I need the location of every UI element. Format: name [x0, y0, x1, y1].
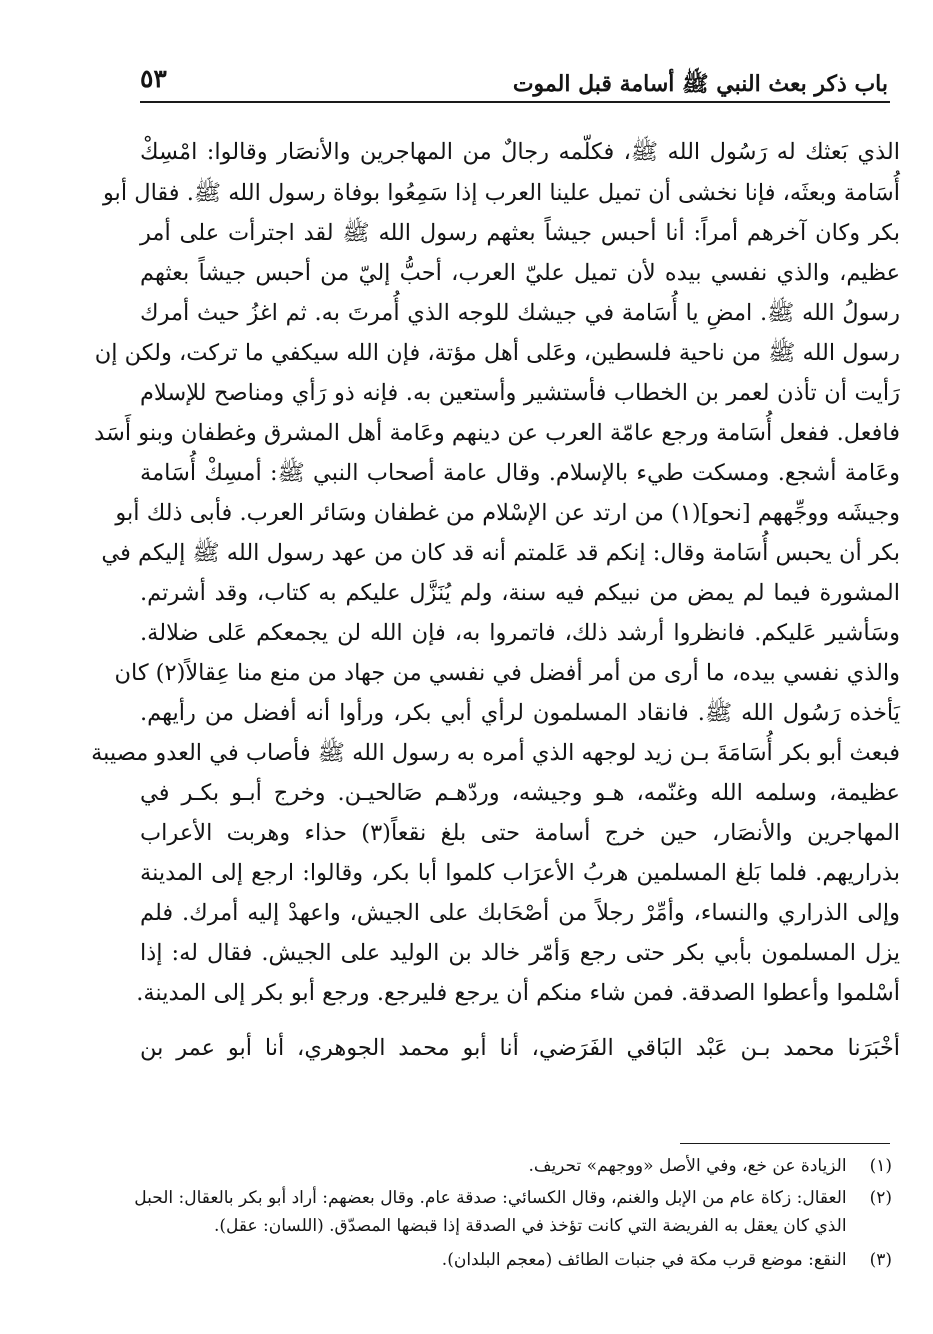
text-line: بذراريهم. فلما بَلغ المسلمين هربُ الأعرَاب كلموا أبا بكر، وقالوا: ارجع إلى المدينة	[140, 860, 900, 886]
footnote-number: (٣)	[869, 1250, 892, 1270]
text-line: عظيم، والذي نفسي بيده لأن تميل عليّ العرب، أحبُّ إليّ من أحبس جيشاً بعثهم	[140, 260, 900, 286]
footnote-number: (١)	[869, 1156, 892, 1176]
footnote	[150, 1212, 892, 1240]
page-header	[140, 58, 888, 98]
footnote-text: الزيادة عن خع، وفي الأصل «ووجهم» تحريف.	[528, 1156, 847, 1176]
text-line: الذي بَعثك له رَسُول الله ﷺ، فكلّمه رجالٌ من المهاجرين والأنصَار وقالوا: امْسِكْ	[140, 139, 900, 165]
footnote	[134, 1184, 892, 1212]
text-line: عظيمة، وسلمه الله وغنّمه، هـو وجيشه، وردّهـم صَالحيـن. وخرج أبـو بكـر في	[140, 780, 900, 806]
text-line: وإلى الذراري والنساء، وأمِّرْ رجلاً من أصْحَابك على الجيش، واعهدْ إليه أمرك. فلم	[140, 900, 900, 926]
text-line: فبعث أبو بكر أُسَامَةَ بـن زيد لوجهه الذي أمره به رسول الله ﷺ فأصاب في العدو مصيبة	[91, 740, 900, 766]
text-line: بكر وكان آخرهم أمراً: أنا أحبس جيشاً بعثهم رسول الله ﷺ لقد اجترأت على أمر	[140, 220, 900, 246]
text-line: فافعل. ففعل أُسَامة ورجع عامّة العرب عن دينهم وعَامة أهل المشرق وغطفان وبنو أَسَد	[94, 420, 900, 446]
footnote	[150, 1246, 892, 1274]
text-line: المشورة فيما لم يمض من نبيكم فيه سنة، ولم يُنَزَّل عليكم به كتاب، وقد أشرتم.	[140, 580, 900, 606]
text-line: وجيشَه ووجِّههم [نحو](١) من ارتد عن الإسْلام من غطفان وسَائر العرب. فأبى ذلك أبو	[115, 500, 900, 526]
footnote-number: (٢)	[869, 1188, 892, 1208]
footnote-text: العقال: زكاة عام من الإبل والغنم، وقال الكسائي: صدقة عام. وقال بعضهم: أراد أبو بكر بالعقال: الحبل	[134, 1188, 847, 1208]
header-divider	[140, 101, 890, 103]
text-line: أخْبَرَنا محمد بـن عَبْد البَاقي الفَرَضي، أنا أبو محمد الجوهري، أنا أبو عمر بن	[140, 1035, 900, 1061]
text-line: يزل المسلمون بأبي بكر حتى رجع وَأمّر خالد بن الوليد على الجيش. فقال له: إذا	[140, 940, 900, 966]
text-line: المهاجرين والأنصَار، حين خرج أسامة حتى بلغ نقعاً(٣) حذاء وهربت الأعراب	[140, 820, 900, 846]
text-line: رسول الله ﷺ من ناحية فلسطين، وعَلى أهل مؤتة، فإن الله سيكفي ما تركت، ولكن إن	[94, 340, 900, 366]
footnote-divider	[680, 1143, 890, 1144]
footnote-text: الذي كان يعقل به الفريضة التي كانت تؤخذ في الصدقة إذا قبضها المصدّق. (اللسان: عقل).	[213, 1216, 847, 1236]
text-line: والذي نفسي بيده، ما أرى من أمر أفضل في نفسي من جهاد من منع منا عِقالاً(٢) كان	[114, 660, 900, 686]
footnote-text: النقع: موضع قرب مكة في جنبات الطائف (معجم البلدان).	[441, 1250, 847, 1270]
text-line: رسولُ الله ﷺ. امضِ يا أُسَامة في جيشك للوجه الذي أُمرتَ به. ثم اغزُ حيث أمرك	[140, 300, 900, 326]
running-title: باب ذكر بعث النبي ﷺ أسامة قبل الموت	[512, 71, 888, 97]
text-line: وسَأشير عَليكم. فانظروا أرشد ذلك، فاتمروا به، فإن الله لن يجمعكم عَلى ضلالة.	[140, 620, 900, 646]
text-line: يَأخذه رَسُول الله ﷺ. فانقاد المسلمون لرأي أبي بكر، ورأوا أنه أفضل من رأيهم.	[140, 700, 900, 726]
text-line: وعَامة أشجع. ومسكت طيء بالإسلام. وقال عامة أصحاب النبي ﷺ: أمسِكْ أُسَامة	[140, 460, 900, 486]
text-line: أُسَامة وبعثَه، فإنا نخشى أن تميل علينا العرب إذا سَمِعُوا بوفاة رسول الله ﷺ. فقال أبو	[102, 180, 900, 206]
footnote	[150, 1152, 892, 1180]
text-line: رَأيت أن تأذن لعمر بن الخطاب فأستشير وأستعين به. فإنه ذو رَأي ومناصح للإسلام	[140, 380, 900, 406]
text-line: أسْلموا وأعطوا الصدقة. فمن شاء منكم أن يرجع فليرجع. ورجع أبو بكر إلى المدينة.	[136, 980, 900, 1006]
text-line: بكر أن يحبس أُسَامة وقال: إنكم قد عَلمتم أنه قد كان من عهد رسول الله ﷺ إليكم في	[101, 540, 900, 566]
page-number: ٥٣	[140, 64, 167, 93]
